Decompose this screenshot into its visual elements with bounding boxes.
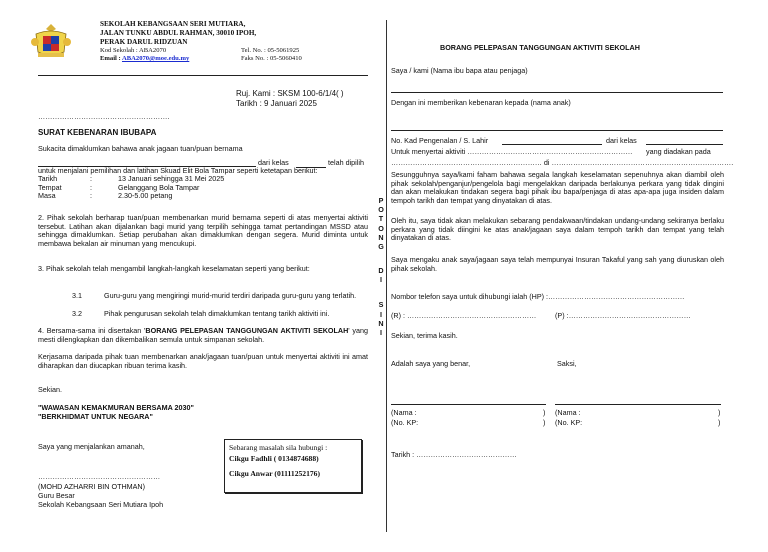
child-name-blank[interactable] bbox=[391, 130, 723, 131]
disini-label: D I S I N I bbox=[378, 266, 384, 338]
contact-box bbox=[224, 439, 362, 493]
header-divider bbox=[38, 75, 368, 76]
motto-line-2: "BERKHIDMAT UNTUK NEGARA" bbox=[38, 412, 153, 421]
form-activity-label: Untuk menyertai aktiviti …………………………………………………………… bbox=[391, 147, 633, 156]
contact-fadhli: Cikgu Fadhli ( 0134874688) bbox=[229, 453, 319, 463]
signatory-name-label: (Nama : bbox=[391, 408, 417, 417]
form-child-label: Dengan ini memberikan kebenaran kepada (nama anak) bbox=[391, 98, 571, 107]
item-3-2-text: Pihak pengurusan sekolah telah dimaklumkan tentang tarikh aktiviti ini. bbox=[104, 309, 330, 318]
email-link[interactable]: ABA2070@moe.edu.my bbox=[121, 55, 190, 62]
amanah-text: Saya yang menjalankan amanah, bbox=[38, 442, 145, 451]
signatory-ic-label: (No. KP: bbox=[391, 418, 419, 427]
form-title: BORANG PELEPASAN TANGGUNGAN AKTIVITI SEKOLAH bbox=[440, 43, 640, 52]
signer-school: Sekolah Kebangsaan Seri Mutiara Ipoh bbox=[38, 500, 164, 509]
form-held-on-label: yang diadakan pada bbox=[646, 147, 711, 156]
detail-row-date: Tarikh : 13 Januari sehingga 31 Mei 2025 bbox=[38, 174, 225, 183]
school-code: Kod Sekolah : ABA2070 bbox=[100, 47, 167, 54]
signatory-signature-line[interactable] bbox=[391, 404, 546, 405]
form-paragraph-2: Oleh itu, saya tidak akan melakukan sebarang pendakwaan/tindakan undang-undang sekiranya berlaku perkara yang tidak diingini ke atas anak/jagaan saya dalam tempoh tarikh dan tempat yang telah dinyatakan di atas. bbox=[391, 216, 724, 243]
item-3-1-text: Guru-guru yang mengiringi murid-murid terdiri daripada guru-guru yang terlatih. bbox=[104, 291, 357, 300]
ic-blank[interactable] bbox=[502, 144, 602, 145]
contact-title: Sebarang masalah sila hubungi : bbox=[229, 443, 328, 452]
witness-ic-close: ) bbox=[718, 418, 721, 427]
paragraph-3: 3. Pihak sekolah telah mengambil langkah-langkah keselamatan seperti yang berikut: bbox=[38, 264, 310, 273]
detail-row-place: Tempat : Gelanggang Bola Tampar bbox=[38, 182, 200, 192]
class-field-blank[interactable] bbox=[646, 144, 723, 145]
school-name: SEKOLAH KEBANGSAAN SERI MUTIARA, bbox=[100, 20, 246, 28]
signatory-label: Adalah saya yang benar, bbox=[391, 359, 471, 368]
reference-date: Tarikh : 9 Januari 2025 bbox=[236, 99, 317, 108]
cut-line bbox=[386, 20, 387, 532]
details-list bbox=[38, 175, 368, 201]
form-paragraph-1: Sesungguhnya saya/kami faham bahawa segala langkah keselamatan sepenuhnya akan diambil oleh pihak sekolah/penganjur/pengelola bagi mengelakkan daripada berlakunya perkara yang tidak dingini dan akan melakukan tindakan segera bagi pihak ibu bapa/penjaga di atas apa-apa juga insiden dalam tempoh tarikh dan tempat yang dinyatakan di atas. bbox=[391, 170, 724, 205]
thanks-text: Sekian, terima kasih. bbox=[391, 331, 458, 340]
signer-role: Guru Besar bbox=[38, 491, 75, 500]
school-tel: Tel. No. : 05-5061925 bbox=[241, 47, 300, 54]
parent-name-blank[interactable] bbox=[391, 92, 723, 93]
potong-label: P O T O N G bbox=[378, 196, 384, 252]
paragraph-5: Kerjasama daripada pihak tuan membenarkan anak/jagaan tuan/puan untuk menyertai aktiviti ini amat diharapkan dan diucapkan ribuan terima kasih. bbox=[38, 352, 368, 370]
detail-row-time: Masa : 2.30-5.00 petang bbox=[38, 191, 173, 201]
school-fax: Faks No. : 05-5060410 bbox=[241, 55, 302, 62]
item-3-2-number: 3.2 bbox=[72, 309, 82, 318]
intro-line-3: untuk menjalani pemilihan dan latihan Skuad Elit Bola Tampar seperti ketetapan berikut: bbox=[38, 166, 318, 175]
phone-r-line: (R) : ……………………………………………… bbox=[391, 311, 537, 320]
school-crest-icon bbox=[30, 22, 72, 60]
paragraph-4: 4. Bersama-sama ini disertakan 'BORANG PELEPASAN TANGGUNGAN AKTIVITI SEKOLAH' yang mesti dilengkapkan dan dikembalikan semula untuk simpanan sekolah. bbox=[38, 326, 368, 344]
signatory-ic-close: ) bbox=[543, 418, 546, 427]
sekian-text: Sekian. bbox=[38, 385, 62, 394]
form-date-place-dots: ……………………………………………………… di …………………………………………………………………. bbox=[391, 158, 734, 167]
phone-hp-line: Nombor telefon saya untuk dihubungi ialah (HP) :………………………………………………… bbox=[391, 292, 685, 301]
reference-number: Ruj. Kami : SKSM 100-6/1/4( ) bbox=[236, 89, 344, 98]
intro-line-1: Sukacita dimaklumkan bahawa anak jagaan tuan/puan bernama bbox=[38, 144, 243, 153]
witness-ic-label: (No. KP: bbox=[555, 418, 583, 427]
email-label: Email : bbox=[100, 55, 122, 62]
form-ic-label: No. Kad Pengenalan / S. Lahir bbox=[391, 136, 489, 145]
school-address-1: JALAN TUNKU ABDUL RAHMAN, 30010 IPOH, bbox=[100, 29, 257, 37]
witness-name-close: ) bbox=[718, 408, 721, 417]
signature-dots: …………………………………………… bbox=[38, 472, 161, 481]
form-paragraph-3: Saya mengaku anak saya/jagaan saya telah mempunyai Insuran Takaful yang sah yang diuruskan oleh pihak sekolah. bbox=[391, 255, 724, 273]
address-dots: ………………………………………………. bbox=[38, 112, 170, 121]
letter-title: SURAT KEBENARAN IBUBAPA bbox=[38, 128, 157, 137]
intro-line-2b: telah dipilih bbox=[328, 158, 364, 167]
item-3-1-number: 3.1 bbox=[72, 291, 82, 300]
form-date-line: Tarikh : …………………………………… bbox=[391, 450, 517, 459]
form-class-label: dari kelas bbox=[606, 136, 637, 145]
signatory-name-close: ) bbox=[543, 408, 546, 417]
school-email-row bbox=[100, 55, 189, 63]
school-address-2: PERAK DARUL RIDZUAN bbox=[100, 38, 188, 46]
witness-signature-line[interactable] bbox=[555, 404, 721, 405]
witness-name-label: (Nama : bbox=[555, 408, 581, 417]
phone-p-line: (P) :…………………………………………… bbox=[555, 311, 691, 320]
witness-label: Saksi, bbox=[557, 359, 577, 368]
signer-name: (MOHD AZHARRI BIN OTHMAN) bbox=[38, 482, 146, 491]
contact-anwar: Cikgu Anwar (01111252176) bbox=[229, 469, 321, 478]
intro-line-2a: dari kelas bbox=[258, 158, 289, 167]
paragraph-2: 2. Pihak sekolah berharap tuan/puan membenarkan murid bernama seperti di atas menyertai aktiviti tersebut. Latihan akan dijalankan bagi murid yang terpilih sehingga tamat pertandingan MSSD atau sehingga dimaklumkan. Setiap perubahan akan dimaklumkan dengan segera. Murid diminta untuk membawa bekalan air minuman yang mencukupi. bbox=[38, 213, 368, 248]
motto-line-1: "WAWASAN KEMAKMURAN BERSAMA 2030" bbox=[38, 403, 194, 412]
form-parent-label: Saya / kami (Nama ibu bapa atau penjaga) bbox=[391, 66, 528, 75]
